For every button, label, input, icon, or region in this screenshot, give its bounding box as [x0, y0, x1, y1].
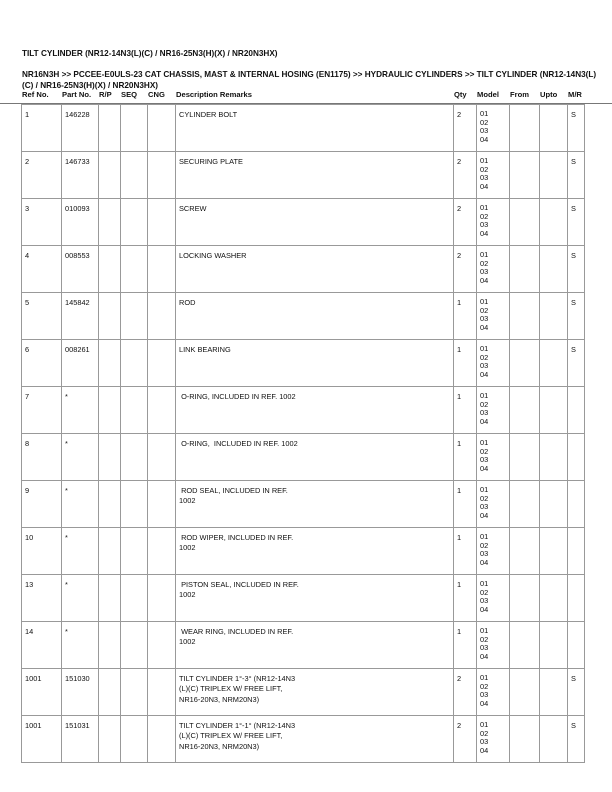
page-title: TILT CYLINDER (NR12-14N3(L)(C) / NR16-25N3(H)(X) / NR20N3HX): [22, 49, 278, 58]
cng-cell: [148, 434, 176, 481]
mr-cell: S: [568, 199, 585, 246]
ref-cell: 1001: [22, 669, 62, 716]
model-code: 01: [480, 344, 489, 353]
qty-cell: 2: [454, 199, 477, 246]
seq-cell: [121, 481, 148, 528]
model-code: 02: [480, 681, 489, 691]
ref-cell: 1: [22, 105, 62, 152]
from-cell: [510, 434, 540, 481]
ref-cell: 1001: [22, 716, 62, 763]
rp-cell: [99, 152, 121, 199]
model-code: 04: [480, 229, 489, 239]
model-code: 01: [480, 203, 489, 212]
model-code: 04: [480, 464, 489, 474]
model-code: 02: [480, 399, 489, 409]
model-code: 04: [480, 652, 489, 662]
part-no-cell: 146228: [62, 105, 99, 152]
model-code: 04: [480, 135, 489, 145]
model-cell: [477, 246, 510, 293]
model-code: 04: [480, 605, 489, 615]
table-row: [22, 387, 585, 434]
ref-cell: 10: [22, 528, 62, 575]
model-code: 04: [480, 511, 489, 521]
rp-cell: [99, 716, 121, 763]
model-code: 01: [480, 673, 489, 682]
model-code: 02: [480, 117, 489, 127]
part-no-cell: 146733: [62, 152, 99, 199]
qty-cell: 1: [454, 434, 477, 481]
model-code: 01: [480, 391, 489, 400]
seq-cell: [121, 199, 148, 246]
model-cell: [477, 105, 510, 152]
model-code: 01: [480, 626, 489, 635]
rp-cell: [99, 434, 121, 481]
model-code: 04: [480, 276, 489, 286]
model-code: 01: [480, 250, 489, 259]
model-cell: [477, 575, 510, 622]
qty-cell: 2: [454, 152, 477, 199]
model-code: 02: [480, 728, 489, 738]
model-code: 03: [480, 737, 489, 747]
ref-cell: 7: [22, 387, 62, 434]
model-code: 01: [480, 485, 489, 494]
column-header: Ref No.: [22, 89, 49, 99]
seq-cell: [121, 669, 148, 716]
model-code: 03: [480, 173, 489, 183]
qty-cell: 1: [454, 340, 477, 387]
rp-cell: [99, 622, 121, 669]
column-header: Model: [477, 89, 499, 99]
description-cell: ROD: [176, 293, 454, 340]
part-no-cell: *: [62, 434, 99, 481]
seq-cell: [121, 152, 148, 199]
cng-cell: [148, 246, 176, 293]
table-row: [22, 246, 585, 293]
model-cell: [477, 199, 510, 246]
mr-cell: S: [568, 246, 585, 293]
seq-cell: [121, 622, 148, 669]
upto-cell: [540, 199, 568, 246]
description-cell: O-RING, INCLUDED IN REF. 1002: [176, 434, 454, 481]
mr-cell: S: [568, 340, 585, 387]
part-no-cell: *: [62, 528, 99, 575]
model-code: 04: [480, 323, 489, 333]
mr-cell: S: [568, 152, 585, 199]
ref-cell: 13: [22, 575, 62, 622]
model-code: 01: [480, 720, 489, 729]
description-cell: SCREW: [176, 199, 454, 246]
model-code: 03: [480, 267, 489, 277]
model-code: 02: [480, 164, 489, 174]
upto-cell: [540, 575, 568, 622]
upto-cell: [540, 481, 568, 528]
rp-cell: [99, 199, 121, 246]
model-code: 04: [480, 370, 489, 380]
cng-cell: [148, 293, 176, 340]
model-code: 03: [480, 690, 489, 700]
part-no-cell: *: [62, 481, 99, 528]
mr-cell: [568, 528, 585, 575]
upto-cell: [540, 105, 568, 152]
qty-cell: 1: [454, 481, 477, 528]
table-row: [22, 528, 585, 575]
model-cell: [477, 434, 510, 481]
qty-cell: 2: [454, 716, 477, 763]
model-code: 01: [480, 297, 489, 306]
from-cell: [510, 387, 540, 434]
part-no-cell: 010093: [62, 199, 99, 246]
table-row: [22, 622, 585, 669]
upto-cell: [540, 716, 568, 763]
model-code: 02: [480, 211, 489, 221]
mr-cell: S: [568, 669, 585, 716]
ref-cell: 2: [22, 152, 62, 199]
part-no-cell: 151030: [62, 669, 99, 716]
model-code: 01: [480, 438, 489, 447]
qty-cell: 2: [454, 246, 477, 293]
rp-cell: [99, 669, 121, 716]
mr-cell: [568, 575, 585, 622]
model-cell: [477, 152, 510, 199]
model-code: 03: [480, 220, 489, 230]
column-header: Upto: [540, 89, 558, 99]
ref-cell: 8: [22, 434, 62, 481]
seq-cell: [121, 246, 148, 293]
table-row: [22, 105, 585, 152]
ref-cell: 6: [22, 340, 62, 387]
description-cell: TILT CYLINDER 1°-3° (NR12-14N3 (L)(C) TRIPLEX W/ FREE LIFT, NR16-20N3, NRM20N3): [176, 669, 454, 716]
part-no-cell: *: [62, 575, 99, 622]
model-code: 04: [480, 699, 489, 709]
column-header: M/R: [568, 89, 582, 99]
column-header: Description Remarks: [176, 89, 252, 99]
description-cell: ROD SEAL, INCLUDED IN REF. 1002: [176, 481, 454, 528]
model-code: 02: [480, 493, 489, 503]
model-code: 02: [480, 352, 489, 362]
model-code: 04: [480, 558, 489, 568]
model-code: 04: [480, 417, 489, 427]
rp-cell: [99, 105, 121, 152]
from-cell: [510, 575, 540, 622]
model-code: 03: [480, 314, 489, 324]
model-code: 01: [480, 156, 489, 165]
upto-cell: [540, 669, 568, 716]
description-cell: SECURING PLATE: [176, 152, 454, 199]
from-cell: [510, 199, 540, 246]
description-cell: TILT CYLINDER 1°-1° (NR12-14N3 (L)(C) TRIPLEX W/ FREE LIFT, NR16-20N3, NRM20N3): [176, 716, 454, 763]
from-cell: [510, 293, 540, 340]
column-header: From: [510, 89, 529, 99]
qty-cell: 1: [454, 575, 477, 622]
seq-cell: [121, 575, 148, 622]
table-row: [22, 575, 585, 622]
upto-cell: [540, 622, 568, 669]
model-cell: [477, 528, 510, 575]
model-code: 03: [480, 596, 489, 606]
model-code: 02: [480, 446, 489, 456]
column-header: SEQ: [121, 89, 138, 99]
cng-cell: [148, 716, 176, 763]
rp-cell: [99, 246, 121, 293]
model-code: 03: [480, 126, 489, 136]
from-cell: [510, 669, 540, 716]
description-cell: CYLINDER BOLT: [176, 105, 454, 152]
column-header: R/P: [99, 89, 112, 99]
mr-cell: S: [568, 293, 585, 340]
model-code: 03: [480, 361, 489, 371]
upto-cell: [540, 152, 568, 199]
table-row: [22, 481, 585, 528]
model-code: 02: [480, 305, 489, 315]
seq-cell: [121, 387, 148, 434]
upto-cell: [540, 340, 568, 387]
table-row: [22, 340, 585, 387]
model-code: 01: [480, 579, 489, 588]
cng-cell: [148, 528, 176, 575]
model-cell: [477, 340, 510, 387]
rp-cell: [99, 340, 121, 387]
table-row: [22, 669, 585, 716]
mr-cell: [568, 481, 585, 528]
seq-cell: [121, 434, 148, 481]
upto-cell: [540, 293, 568, 340]
cng-cell: [148, 152, 176, 199]
part-no-cell: 008261: [62, 340, 99, 387]
model-cell: [477, 669, 510, 716]
qty-cell: 2: [454, 669, 477, 716]
from-cell: [510, 622, 540, 669]
model-cell: [477, 481, 510, 528]
model-code: 03: [480, 643, 489, 653]
column-header: Part No.: [62, 89, 92, 99]
ref-cell: 14: [22, 622, 62, 669]
table-row: [22, 293, 585, 340]
qty-cell: 1: [454, 293, 477, 340]
from-cell: [510, 105, 540, 152]
model-cell: [477, 293, 510, 340]
from-cell: [510, 340, 540, 387]
mr-cell: S: [568, 716, 585, 763]
upto-cell: [540, 246, 568, 293]
rp-cell: [99, 575, 121, 622]
qty-cell: 1: [454, 387, 477, 434]
seq-cell: [121, 716, 148, 763]
seq-cell: [121, 340, 148, 387]
table-row: [22, 152, 585, 199]
part-no-cell: *: [62, 387, 99, 434]
upto-cell: [540, 528, 568, 575]
mr-cell: [568, 434, 585, 481]
part-no-cell: 151031: [62, 716, 99, 763]
seq-cell: [121, 293, 148, 340]
model-code: 02: [480, 587, 489, 597]
model-code: 02: [480, 540, 489, 550]
cng-cell: [148, 481, 176, 528]
column-header: CNG: [148, 89, 165, 99]
model-code: 02: [480, 258, 489, 268]
ref-cell: 9: [22, 481, 62, 528]
mr-cell: [568, 387, 585, 434]
description-cell: O-RING, INCLUDED IN REF. 1002: [176, 387, 454, 434]
model-code: 04: [480, 746, 489, 756]
rp-cell: [99, 481, 121, 528]
from-cell: [510, 481, 540, 528]
model-code: 03: [480, 408, 489, 418]
table-header: [21, 88, 584, 100]
upto-cell: [540, 434, 568, 481]
cng-cell: [148, 340, 176, 387]
column-header: Qty: [454, 89, 467, 99]
description-cell: WEAR RING, INCLUDED IN REF. 1002: [176, 622, 454, 669]
description-cell: LINK BEARING: [176, 340, 454, 387]
model-code: 02: [480, 634, 489, 644]
cng-cell: [148, 575, 176, 622]
qty-cell: 2: [454, 105, 477, 152]
from-cell: [510, 152, 540, 199]
cng-cell: [148, 622, 176, 669]
cng-cell: [148, 105, 176, 152]
model-code: 03: [480, 455, 489, 465]
rp-cell: [99, 293, 121, 340]
table-row: [22, 716, 585, 763]
ref-cell: 4: [22, 246, 62, 293]
table-row: [22, 199, 585, 246]
parts-table: [21, 104, 585, 763]
cng-cell: [148, 199, 176, 246]
model-code: 03: [480, 502, 489, 512]
part-no-cell: 008553: [62, 246, 99, 293]
cng-cell: [148, 387, 176, 434]
from-cell: [510, 528, 540, 575]
description-cell: LOCKING WASHER: [176, 246, 454, 293]
seq-cell: [121, 105, 148, 152]
table-row: [22, 434, 585, 481]
model-cell: [477, 387, 510, 434]
model-code: 03: [480, 549, 489, 559]
model-cell: [477, 622, 510, 669]
model-code: 04: [480, 182, 489, 192]
mr-cell: S: [568, 105, 585, 152]
ref-cell: 5: [22, 293, 62, 340]
description-cell: PISTON SEAL, INCLUDED IN REF. 1002: [176, 575, 454, 622]
from-cell: [510, 716, 540, 763]
breadcrumb: NR16N3H >> PCCEE-E0ULS-23 CAT CHASSIS, MAST & INTERNAL HOSING (EN1175) >> HYDRAULIC CYLINDERS >> TILT CYLINDER (NR12-14N3(L)(C) / NR16-25N3(H)(X) / NR20N3HX): [22, 70, 597, 90]
description-cell: ROD WIPER, INCLUDED IN REF. 1002: [176, 528, 454, 575]
model-cell: [477, 716, 510, 763]
upto-cell: [540, 387, 568, 434]
seq-cell: [121, 528, 148, 575]
rp-cell: [99, 387, 121, 434]
from-cell: [510, 246, 540, 293]
cng-cell: [148, 669, 176, 716]
part-no-cell: 145842: [62, 293, 99, 340]
qty-cell: 1: [454, 528, 477, 575]
part-no-cell: *: [62, 622, 99, 669]
model-code: 01: [480, 109, 489, 118]
mr-cell: [568, 622, 585, 669]
ref-cell: 3: [22, 199, 62, 246]
rp-cell: [99, 528, 121, 575]
qty-cell: 1: [454, 622, 477, 669]
model-code: 01: [480, 532, 489, 541]
